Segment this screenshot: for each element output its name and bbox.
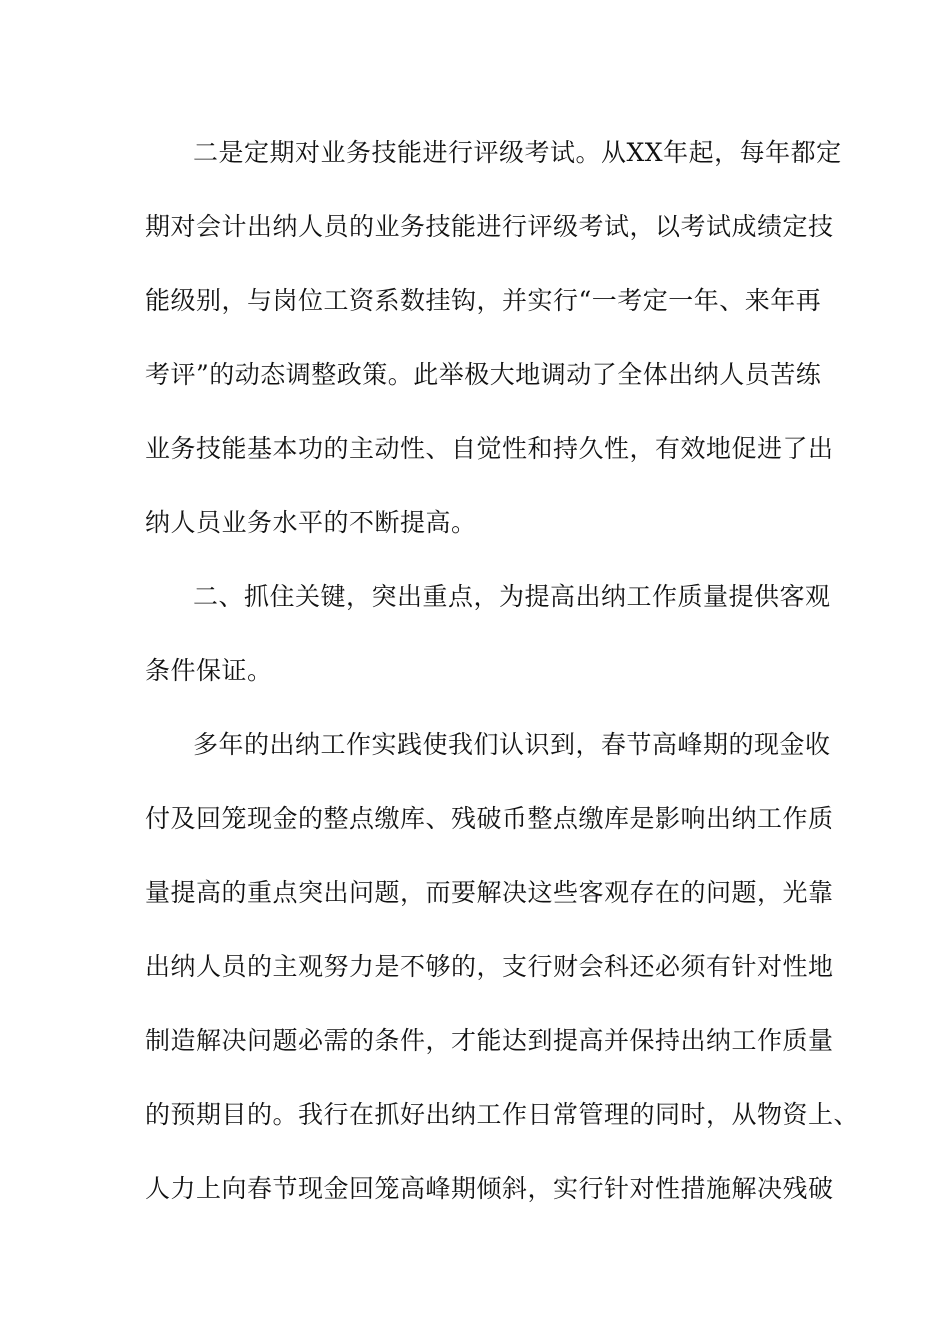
- paragraph-line: 二是定期对业务技能进行评级考试。从XX年起，每年都定: [193, 138, 842, 167]
- section-heading-line: 条件保证。: [145, 656, 273, 685]
- paragraph-line: 期对会计出纳人员的业务技能进行评级考试，以考试成绩定技: [145, 212, 834, 241]
- document-body: [145, 128, 860, 1238]
- paragraph-line: 多年的出纳工作实践使我们认识到，春节高峰期的现金收: [193, 730, 831, 759]
- paragraph-line: 的预期目的。我行在抓好出纳工作日常管理的同时，从物资上、: [145, 1100, 860, 1129]
- paragraph-line: 量提高的重点突出问题，而要解决这些客观存在的问题，光靠: [145, 878, 834, 907]
- section-heading-line: 二、抓住关键，突出重点，为提高出纳工作质量提供客观: [193, 582, 831, 611]
- paragraph-line: 能级别，与岗位工资系数挂钩，并实行“一考定一年、来年再: [145, 286, 822, 315]
- paragraph-line: 出纳人员的主观努力是不够的，支行财会科还必须有针对性地: [145, 952, 834, 981]
- paragraph-line: 业务技能基本功的主动性、自觉性和持久性，有效地促进了出: [145, 434, 834, 463]
- paragraph-line: 付及回笼现金的整点缴库、残破币整点缴库是影响出纳工作质: [145, 804, 834, 833]
- paragraph-line: 考评”的动态调整政策。此举极大地调动了全体出纳人员苦练: [145, 360, 822, 389]
- paragraph-line: 人力上向春节现金回笼高峰期倾斜，实行针对性措施解决残破: [145, 1174, 834, 1203]
- paragraph-line: 制造解决问题必需的条件，才能达到提高并保持出纳工作质量: [145, 1026, 834, 1055]
- paragraph-line: 纳人员业务水平的不断提高。: [145, 508, 477, 537]
